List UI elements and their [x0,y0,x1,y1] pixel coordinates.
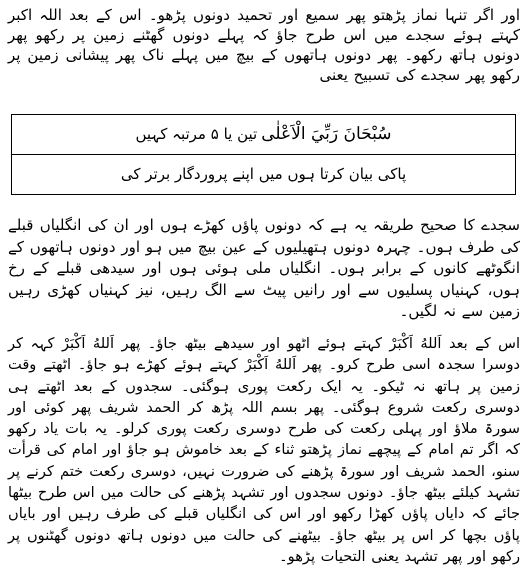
paragraph-intro: اور اگر تنہا نماز پڑھتو پھر سمیع اور تحمید دونوں پڑھو۔ اس کے بعد اللہ اکبر کہتے ہوئے سجدے میں اس طرح جاؤ کہ پہلے دونوں گھٹنے زمین پر رکھو پھر دونوں ہاتھ رکھو۔ پھر دونوں ہاتھوں کے بیچ میں پہلے ناک پھر پیشانی زمین پر رکھو پھر سجدے کی تسبیح یعنی [8,6,520,84]
repeat-instruction-text: تین یا ۵ مرتبہ کہیں [135,125,258,144]
translation-row [12,155,515,195]
tasbih-translation-text: پاکی بیان کرتا ہوں میں اپنے پروردگار برتر کی [120,165,407,184]
paragraph-second-rakat: اس کے بعد اَللهُ اَكْبَرْ کہتے ہوئے اٹھو اور سیدھے بیٹھ جاؤ۔ پھر اَللهُ اَكْبَرْ کہہ کر دوسرا سجدہ اسی طرح کرو۔ پھر اَللهُ اَكْبَرْ کہتے ہوئے کھڑے ہو جاؤ۔ اٹھتے وقت زمین پر ہاتھ نہ ٹیکو۔ یہ ایک رکعت پوری ہوگئی۔ سجدوں کے بعد اٹھتے ہی دوسری رکعت شروع ہوگئی۔ پھر بسم اللہ پڑھ کر الحمد شریف پھر کوئی اور سورۃ ملاؤ اور پہلی رکعت کی طرح دوسری رکعت پوری کرلو۔ یہ بات یاد رکھو کہ اگر تم امام کے پیچھے نماز پڑھتو ثناء کے بعد خاموش ہو جاؤ اور امام کی قرأت سنو، الحمد شریف اور سورۃ پڑھنے کی ضرورت نہیں، دوسری رکعت ختم کرنے پر تشہد کیلئے بیٹھ جاؤ۔ دونوں سجدوں اور تشہد پڑھنے کی حالت میں اس طرح بیٹھا جائے کہ دایاں پاؤں کھڑا رکھو اور اس کی انگلیاں قبلے کی طرف رہیں اور بایاں پاؤں بچھا کر اس پر بیٹھ جاؤ۔ بیٹھنے کی حالت میں دونوں ہاتھ دونوں گھٹنوں پر رکھو اور پھر تشہد یعنی التحیات پڑھو۔ [8,335,520,565]
paragraph-sajda-method: سجدے کا صحیح طریقہ یہ ہے کہ دونوں پاؤں کھڑے ہوں اور ان کی انگلیاں قبلے کی طرف ہوں۔ چہرہ دونوں ہتھیلیوں کے عین بیچ میں ہو اور دونوں ہاتھوں کے انگوٹھے کانوں کے برابر ہوں۔ انگلیاں ملی ہوئی ہوں اور سیدھی قبلے کے رخ ہوں، کہنیاں پسلیوں سے اور رانیں پیٹ سے الگ رہیں، نیز کہنیاں کھڑی رہیں زمین سے نہ لگیں۔ [8,216,520,320]
tasbih-box [11,114,516,195]
tasbih-row [12,115,515,155]
arabic-tasbih-text: سُبْحَانَ رَبِّيَ الْاَعْلٰی [261,124,392,145]
